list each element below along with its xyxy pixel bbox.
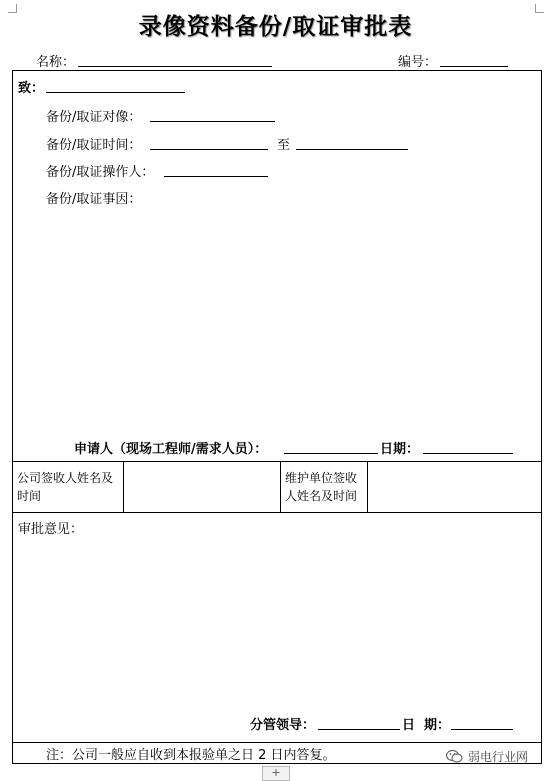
backup-time-end-field[interactable] — [296, 149, 408, 150]
wechat-icon — [446, 748, 463, 767]
backup-operator-field[interactable] — [164, 176, 268, 177]
leader-field[interactable] — [318, 729, 400, 730]
col-divider-2 — [280, 461, 281, 512]
applicant-date-field[interactable] — [423, 453, 513, 454]
backup-reason-label: 备份/取证事因： — [46, 192, 142, 207]
company-receiver-label: 公司签收人姓名及时间 — [17, 471, 114, 503]
approval-date-field[interactable] — [451, 729, 513, 730]
row-divider-bottom — [12, 512, 542, 513]
add-page-button[interactable]: + — [262, 766, 290, 781]
maintenance-receiver-label: 维护单位签收人姓名及时间 — [285, 471, 358, 503]
backup-operator-label: 备份/取证操作人： — [46, 165, 155, 180]
backup-time-label: 备份/取证时间： — [46, 138, 142, 153]
form-title: 录像资料备份/取证审批表 — [138, 14, 413, 40]
backup-target-field[interactable] — [150, 121, 275, 122]
applicant-date-label: 日期： — [380, 442, 420, 457]
name-label: 名称： — [36, 55, 76, 70]
approval-date-label: 日 期： — [402, 718, 451, 733]
applicant-field[interactable] — [284, 453, 378, 454]
approval-opinion-label: 审批意见： — [18, 522, 84, 537]
to-word: 至 — [277, 138, 291, 153]
company-receiver-field[interactable] — [124, 462, 279, 511]
name-field[interactable] — [78, 66, 272, 67]
applicant-label: 申请人（现场工程师/需求人员）： — [74, 442, 268, 457]
number-field[interactable] — [440, 66, 508, 67]
number-label: 编号： — [398, 55, 438, 70]
watermark-text: 弱电行业网 — [468, 750, 529, 764]
maintenance-receiver-field[interactable] — [368, 462, 541, 511]
to-field[interactable] — [46, 92, 185, 93]
to-label: 致： — [18, 81, 45, 96]
leader-label: 分管领导： — [250, 718, 316, 733]
footer-note: 注：公司一般应自收到本报验单之日 2 日内答复。 — [46, 748, 336, 763]
backup-target-label: 备份/取证对像： — [46, 110, 142, 125]
footer-divider — [12, 742, 542, 743]
backup-time-start-field[interactable] — [150, 149, 268, 150]
